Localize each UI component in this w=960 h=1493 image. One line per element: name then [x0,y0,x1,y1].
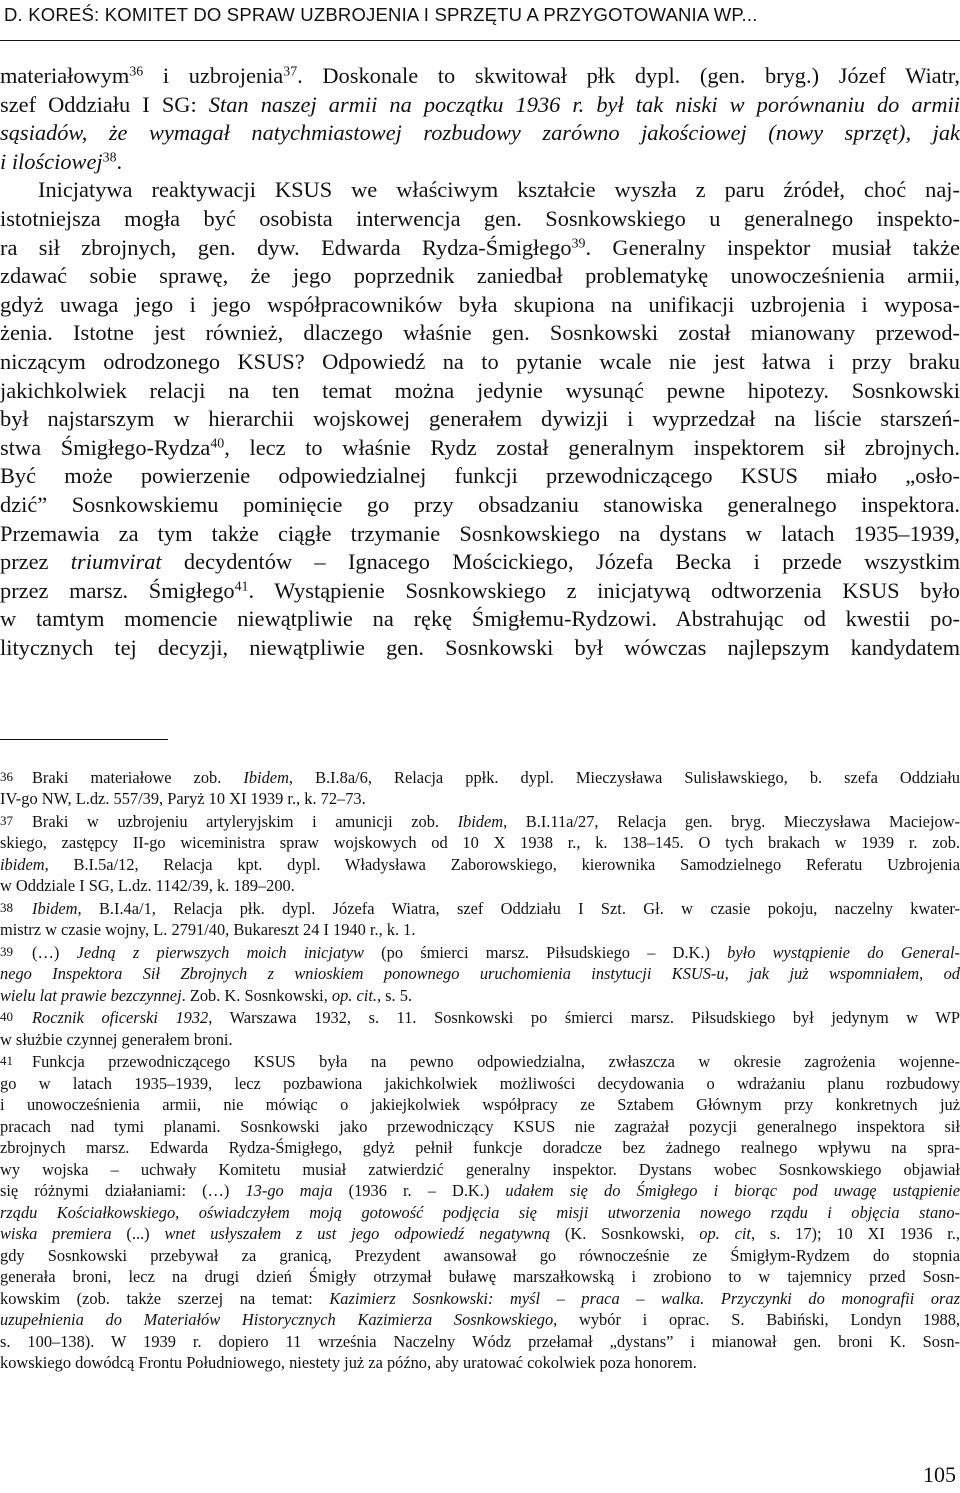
text-run: . Zob. K. Sosnkowski, [181,985,332,1005]
italic-text: nego Inspektora Sił Zbrojnych z wnioskiem ponownego uruchomienia instytucji KSUS-u, jak już wspomniałem, od [0,964,960,984]
text-run: kowskim (zob. także szerzej na temat: [0,1288,330,1308]
italic-text: Jedną z pierwszych moich inicjatyw [76,942,364,962]
footnote-reference: 39 [571,235,586,251]
footnote-separator [0,739,168,740]
italic-text: wielu lat prawie bezczynnej [0,985,182,1005]
italic-text: wiska premiera [0,1224,112,1244]
text-run: i unowocześnienia armii, nie mówiąc o jakiejkolwiek współpracy ze Sztabem Głównym przy konkretnych już [0,1095,960,1115]
text-run: , Warszawa 1932, s. 11. Sosnkowski po śmierci marsz. Piłsudskiego był jedynym w WP [208,1008,960,1028]
footnote-line [0,1094,960,1116]
text-run: przez marsz. Śmigłego [0,577,235,603]
body-line [0,262,960,291]
text-run: był najstarszym w hierarchii wojskowej generałem dywizji i wyprzedzał na liście starszeń- [0,406,960,432]
header-rule [0,40,960,41]
text-run: Przemawia za tym także ciągłe trzymanie Sosnkowskiego na dystans w latach 1935–1939, [0,520,960,546]
text-run: i uzbrojenia [143,63,284,88]
text-run: go w latach 1935–1939, lecz pozbawiona jakichkolwiek możliwości decydowania o wdrażaniu planu rozbudowy [0,1073,960,1093]
text-run: Braki w uzbrojeniu artyleryjskim i amunicji zob. [32,811,458,831]
italic-text: 13-go maja [245,1181,333,1201]
text-run: . Doskonale to skwitował płk dypl. (gen. bryg.) Józef Wiatr, [297,63,960,88]
body-text [0,62,960,662]
footnote-39 [0,941,960,1006]
text-run: niczącym odrodzonego KSUS? Odpowiedź na to pytanie wcale nie jest łatwa i przy braku [0,348,960,374]
text-run: , B.I.11a/27, Relacja gen. bryg. Mieczysława Maciejow- [503,811,960,831]
footnote-line [0,766,960,788]
footnote-36 [0,766,960,810]
text-run: wy wojska – uchwały Komitetu musiał zatwierdzić generalny inspektor. Dystans wobec Sosnkowskiego objawiał [0,1159,960,1179]
text-run: , B.I.4a/1, Relacja płk. dypl. Józefa Wiatra, szef Oddziału I Szt. Gł. w czasie pokoju, naczelny kwater- [77,898,960,918]
italic-text: Ibidem [457,811,504,831]
body-line [0,605,960,634]
italic-text: Ibidem [32,898,78,918]
text-run: . Wystąpienie Sosnkowskiego z inicjatywą odtworzenia KSUS było [248,577,960,603]
text-run: s. 100–138). W 1939 r. dopiero 11 września Naczelny Wódz przełamał „dystans” i mianował gen. broni K. Sosn- [0,1331,960,1351]
text-run: Być może powierzenie odpowiedzialnej funkcji przewodniczącego KSUS miało „osło- [0,463,960,489]
footnote-line [0,1223,960,1245]
footnotes [0,766,960,1374]
body-line [0,577,960,606]
footnote-reference: 41 [234,579,249,595]
footnote-line [0,1352,960,1374]
footnote-line [0,1116,960,1138]
footnote-line [0,832,960,854]
text-run: , wybór i oprac. S. Babiński, Londyn 1988, [553,1310,960,1330]
footnote-38 [0,897,960,941]
text-run: się różnymi działaniami: (…) [0,1181,246,1201]
footnote-line [0,1159,960,1181]
footnote-reference: 37 [283,64,298,80]
italic-text: Kazimierz Sosnkowski: myśl – praca – walka. Przyczynki do monografii oraz [329,1288,960,1308]
text-run: (…) [32,942,77,962]
italic-text: rządu Kościałkowskiego, oświadczyłem moją gotowość podjęcia się misji utworzenia nowego rządu i objęcia stano- [0,1202,960,1222]
footnote-line [0,854,960,876]
footnote-line [0,985,960,1007]
text-run: , lecz to właśnie Rydz został generalnym inspektorem sił zbrojnych. [224,434,960,460]
text-run: , B.I.8a/6, Relacja ppłk. dypl. Mieczysława Sulisławskiego, b. szefa Oddziału [288,767,960,787]
footnote-line [0,788,960,810]
text-run: żenia. Istotne jest również, dlaczego właśnie gen. Sosnkowski został mianowany przewod- [0,320,960,346]
text-run: w Oddziale I SG, L.dz. 1142/39, k. 189–200. [0,876,295,896]
text-run: skiego, zastępcy II-go wiceministra spraw wojskowych od 10 X 1938 r., k. 138–145. O tych brakach w 1939 r. zob. [0,833,960,853]
text-run: istotniejsza mogła być osobista interwencja gen. Sosnkowskiego u generalnego inspekto- [0,205,960,231]
body-line [0,405,960,434]
italic-text: uzupełnienia do Materiałów Historycznych Kazimierza Sosnkowskiego [0,1310,554,1330]
italic-text: i ilościowej [0,148,103,174]
italic-text: sąsiadów, że wymagał natychmiastowej rozbudowy zarówno jakościowej (nowy sprzęt), jak [0,120,960,146]
italic-text: Rocznik oficerski 1932 [32,1008,209,1028]
text-run: ra sił zbrojnych, gen. dyw. Edwarda Rydza-Śmigłego [0,234,572,260]
footnote-line [0,1288,960,1310]
text-run: dzić” Sosnkowskiemu pominięcie go przy obsadzaniu stanowiska generalnego inspektora. [0,491,960,517]
footnote-41 [0,1050,960,1373]
text-run: IV-go NW, L.dz. 557/39, Paryż 10 XI 1939 r., k. 72–73. [0,789,366,809]
body-line [0,548,960,577]
body-line [0,62,960,91]
footnote-line [0,1245,960,1267]
footnote-line [0,1331,960,1353]
body-line [0,119,960,148]
text-run: zbrojnych marsz. Edwarda Rydza-Śmigłego, gdyż pełnił funkcje doradcze bez żadnego realnego wpływu na spra- [0,1138,960,1158]
body-line [0,91,960,120]
footnote-line [0,897,960,919]
text-run: decydentów – Ignacego Mościckiego, Józefa Becka i przede wszystkim [161,549,960,575]
footnote-reference: 36 [129,64,144,80]
footnote-line [0,1266,960,1288]
text-run: generała broni, lecz na drugi dzień Śmigły otrzymał buławę marszałkowską i zrobiono to w tajemnicy przed Sosn- [0,1267,960,1287]
text-run: szef Oddziału I SG: [0,91,209,117]
footnote-line [0,1180,960,1202]
text-run: (po śmierci marsz. Piłsudskiego – D.K.) [363,942,728,962]
footnote-line [0,875,960,897]
footnote-40 [0,1006,960,1050]
body-line [0,462,960,491]
text-run: jakichkolwiek relacji na ten temat można jedynie wysunąć pewne hipotezy. Sosnkowski [0,377,960,403]
italic-text: udałem się do Śmigłego i biorąc pod uwagę ustąpienie [505,1181,960,1201]
italic-text: Stan naszej armii na początku 1936 r. był tak niski w porównaniu do armii [208,91,960,117]
footnote-reference: 38 [102,150,117,166]
text-run: (K. Sosnkowski, [550,1224,700,1244]
text-run: Funkcja przewodniczącego KSUS była na pewno odpowiedzialna, zwłaszcza w okresie zagrożenia wojenne- [32,1052,960,1072]
italic-text: triumvirat [70,549,162,575]
text-run: w tamtym momencie niewątpliwie na rękę Śmigłemu-Rydzowi. Abstrahując od kwestii po- [0,606,960,632]
body-line [0,377,960,406]
body-line [0,205,960,234]
footnote-line [0,1309,960,1331]
text-run: stwa Śmigłego-Rydza [0,434,211,460]
footnote-number: 36 [0,769,13,784]
text-run: Braki materiałowe zob. [32,767,244,787]
footnote-line [0,1073,960,1095]
footnote-line [0,941,960,963]
footnote-number: 38 [0,899,13,915]
body-line [0,176,960,205]
body-line [0,234,960,263]
footnote-line [0,1202,960,1224]
footnote-number: 37 [0,812,13,828]
footnote-line [0,1137,960,1159]
footnote-37 [0,810,960,897]
text-run: (...) [111,1224,165,1244]
body-line [0,319,960,348]
footnote-line [0,1029,960,1051]
body-line [0,148,960,177]
text-run: , B.I.5a/12, Relacja kpt. dypl. Władysława Zaborowskiego, kierownika Samodzielnego Referatu Uzbrojenia [44,854,960,874]
text-run: przez [0,549,71,575]
text-run: kowskiego dowódcą Frontu Południowego, niestety już za późno, aby uratować cokolwiek poza honorem. [0,1353,697,1373]
footnote-line [0,810,960,832]
body-line [0,634,960,663]
body-line [0,348,960,377]
body-line [0,520,960,549]
text-run: , s. 17); 10 XI 1936 r., [750,1224,960,1244]
body-line [0,491,960,520]
italic-text: było wystąpienie do General- [727,942,960,962]
body-line [0,434,960,463]
italic-text: Ibidem [243,767,289,787]
body-line [0,291,960,320]
text-run: materiałowym [0,63,130,88]
italic-text: wnet usłyszałem z ust jego odpowiedź negatywną [164,1224,551,1244]
running-head: D. KOREŚ: KOMITET DO SPRAW UZBROJENIA I SPRZĘTU A PRZYGOTOWANIA WP... [4,4,758,25]
italic-text: ibidem [0,854,45,874]
text-run: pracach nad tymi planami. Sosnkowski jako przewodniczący KSUS nie zagrażał pozycji generalnego inspektora sił [0,1116,960,1136]
italic-text: op. cit [699,1224,751,1244]
footnote-line [0,1006,960,1028]
text-run: w służbie czynnej generałem broni. [0,1029,233,1049]
footnote-line [0,919,960,941]
footnote-number: 41 [0,1053,13,1069]
text-run: litycznych tej decyzji, niewątpliwie gen. Sosnkowski był wówczas najlepszym kandydatem [0,634,960,660]
footnote-line [0,963,960,985]
page-number: 105 [923,1462,956,1487]
text-run: mistrz w czasie wojny, L. 2791/40, Bukareszt 24 I 1940 r., k. 1. [0,920,416,940]
text-run: . [116,148,123,174]
text-run: . Generalny inspektor musiał także [585,234,960,260]
text-run: gdy Sosnkowski przebywał za granicą, Prezydent awansował go równocześnie ze Śmigłym-Rydzem do stopnia [0,1245,960,1265]
text-run: , s. 5. [376,985,413,1005]
footnote-line [0,1050,960,1072]
text-run: (1936 r. – D.K.) [332,1181,506,1201]
italic-text: op. cit. [331,985,377,1005]
footnote-reference: 40 [210,436,225,452]
footnote-number: 40 [0,1009,13,1025]
text-run: Inicjatywa reaktywacji KSUS we właściwym kształcie wyszła z paru źródeł, choć naj- [38,177,960,203]
text-run: zdawać sobie sprawę, że jego poprzednik zaniedbał problematykę unowocześnienia armii, [0,263,960,289]
text-run: gdyż uwaga jego i jego współpracowników była skupiona na unifikacji uzbrojenia i wyposa- [0,291,960,317]
footnote-number: 39 [0,943,13,959]
